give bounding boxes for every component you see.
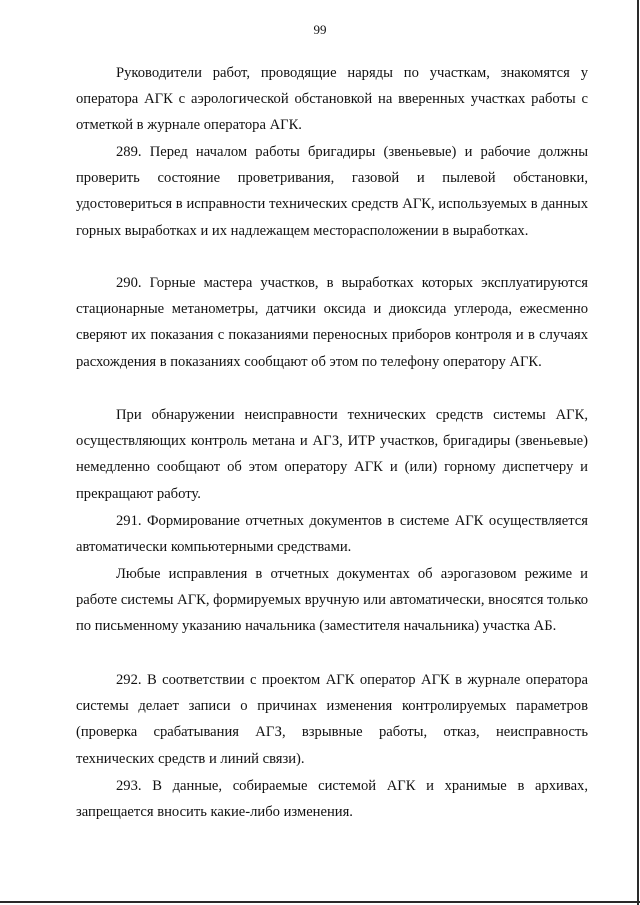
paragraph-290-continued: При обнаружении неисправности технических средств системы АГК, осуществляющих контроль метана и АГЗ, ИТР участков, бригадиры (звеньевые) немедленно сообщают об этом оператору АГК и (или) горному диспетчеру и прекращают работу.: [76, 407, 588, 502]
paragraph-290: 290. Горные мастера участков, в выработках которых эксплуатируются стационарные метанометры, датчики оксида и диоксида углерода, ежесменно сверяют их показания с показаниями переносных приборов контроля и в случаях расхождения в показаниях сообщают об этом по телефону оператору АГК.: [76, 275, 588, 370]
paragraph-289: 289. Перед началом работы бригадиры (звеньевые) и рабочие должны проверить состояние проветривания, газовой и пылевой обстановки, удостовериться в исправности технических средств АГК, используемых в данных горных выработках и их надлежащем месторасположении в выработках.: [76, 144, 588, 239]
paragraph-291: 291. Формирование отчетных документов в системе АГК осуществляется автоматически компьютерными средствами.: [76, 513, 588, 556]
page-number: 99: [313, 22, 327, 37]
paragraph-292: 292. В соответствии с проектом АГК оператор АГК в журнале оператора системы делает записи о причинах изменения контролируемых параметров (проверка срабатывания АГЗ, взрывные работы, отказ, неисправность технических средств и линий связи).: [76, 672, 588, 767]
page-edge-right: [637, 0, 639, 905]
page-edge-bottom: [0, 901, 640, 903]
paragraph-intro: Руководители работ, проводящие наряды по участкам, знакомятся у оператора АГК с аэрологической обстановкой на вверенных участках работы с отметкой в журнале оператора АГК.: [76, 65, 588, 134]
paragraph-291-continued: Любые исправления в отчетных документах об аэрогазовом режиме и работе системы АГК, формируемых вручную или автоматически, вносятся только по письменному указанию начальника (заместителя начальника) участка АБ.: [76, 566, 588, 635]
paragraph-293: 293. В данные, собираемые системой АГК и хранимые в архивах, запрещается вносить какие-либо изменения.: [76, 778, 588, 821]
